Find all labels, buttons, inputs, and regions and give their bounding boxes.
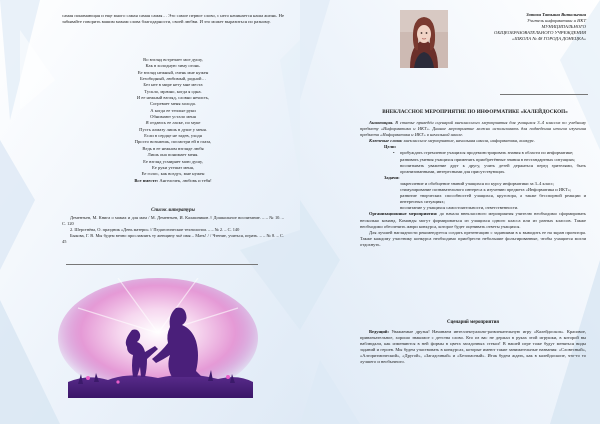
mother-child-illustration <box>58 278 258 398</box>
poem-line: Пусть алмазу лишь в душе у меня. <box>139 126 207 132</box>
task-item: закрепление и обобщение знаний учащихся по курсу информатики за 3–4 класс; <box>400 180 555 186</box>
poem-line: Ведь в ее нежном взгляде любя <box>142 145 204 151</box>
poem-line: Ее взгляд нежный, очень мне нужен <box>137 69 209 75</box>
keywords-label: Ключевые слова: <box>369 138 403 144</box>
poem-line: Безобидный, любимый, родной… <box>139 76 207 82</box>
poem-line: Как в холодную зиму огонь. <box>145 63 201 69</box>
tasks-label: Задачи: <box>384 174 400 180</box>
visual-aids-paragraph: Для лучшей наглядности рекомендуется создать презентацию с заданиями в к выводить ее на экран проектора. Также каждому участнику конкурса необходимо приобрести небольшие фольгированные, чтобы учащиеся могли отдохнуть. <box>360 229 586 247</box>
author-position: Учитель информатики и ИКТ <box>526 18 586 23</box>
scenario-title: Сценарий мероприятия <box>447 320 499 325</box>
scenario-body <box>360 329 586 366</box>
task-item: стимулирование познавательного интереса к изучению предмета «Информатика и ИКТ»; <box>400 187 572 193</box>
goal-item: воспитывать уважение друг к другу, учить детей держаться перед зрителями, быть организованными, интересными для присутствующих. <box>400 162 586 174</box>
author-institution: МУНИЦИПАЛЬНОГО <box>541 24 586 29</box>
poem-line: Просто возьмешь, посмотри ей в глаза, <box>134 139 212 145</box>
poem-line: Согревает меня холода. <box>150 101 196 107</box>
poem-line: А когда ее теплые руки <box>150 107 196 113</box>
poem-line: Обнимают устало меня <box>150 114 196 120</box>
article-body <box>360 120 586 248</box>
poem-line: И ее нежный взгляд, словно нечисть, <box>136 95 210 101</box>
references-list <box>62 215 284 245</box>
poem-line: Ее голос, как воздух, мне нужен <box>141 171 205 177</box>
poem-answer <box>62 178 284 184</box>
host-label: Ведущий: <box>369 329 389 334</box>
poem-line: Тускло, мрачно, когда я одна. <box>144 88 202 94</box>
annotation-paragraph <box>360 120 586 138</box>
author-block <box>456 12 586 42</box>
poem-line: Без нее в мире нету мне места <box>143 82 203 88</box>
host-intro-paragraph <box>360 329 586 366</box>
divider-line <box>66 264 258 265</box>
article-title: ВНЕКЛАССНОЕ МЕРОПРИЯТИЕ ПО ИНФОРМАТИКЕ «КАЛЕЙДОСКОП» <box>382 109 568 115</box>
poem-line: Я отдаюсь ее ласке, по муке <box>145 120 201 126</box>
poem-answer-label: Все вместе: <box>134 177 159 183</box>
references-title: Список литературы <box>151 208 195 213</box>
author-name: Зотова Татьяна Витальевна <box>526 12 586 17</box>
author-photo <box>400 10 448 68</box>
goal-item: • пробуждать стремление учащихся продемонстрировать знания в области по информатике; <box>360 150 586 156</box>
task-item: воспитание у учащихся самостоятельности, ответственности. <box>400 205 519 211</box>
poem-line: Ее руки утешат меня, <box>152 164 194 170</box>
poem-line: Лишь она понимает меня. <box>147 152 199 158</box>
organization-paragraph <box>360 211 586 229</box>
host-intro-text: Уважаемые друзья! Начинаем интеллектуально-развлекательную игру «Калейдоскоп». Красивое, привлекательное, хорошо знакомое с детства слово. Кто из вас не держал в руках этой игрушки, в которой вы наблюдали, как изменяются в ней формы в цвета загадочных стекол! В нашей игре тоже будут меняться виды заданий и героев. Мы будем участвовать в конкурсах, которые имеют такие занимательные названия: «Словесный», «Алгоритмический», «Другой», «Загадочный» и «Безопасный». Итак будем ждать, как в калейдоскопе, что-то то лучшего и необычного. <box>360 329 587 365</box>
organization-text: до начала внеклассного мероприятия учителю необходимо сформировать несколько команд. Команды могут формироваться из учащихся одного класса или из разных классов. Также необходимо обеспечить жюри конкурса, которое будет оценивать ответы учащихся. <box>360 211 586 229</box>
goals-label: Цели: <box>384 144 397 150</box>
intro-paragraph: самая понимающая и еще много самая самая самая… Это самое первое слово, с него начинается наша жизнь. Не забывайте говорить вашим мамам слова благодарности, своей любви. И это может выразиться по разному. <box>62 13 284 25</box>
reference-item: 2. Шерстнёва, О. праздник «День матери» // Педагогические технологии. – – № 2. – С. 140 <box>70 227 240 232</box>
goal-item: развивать умения учащихся применять приобретённые знания в нестандартных ситуациях; <box>400 156 576 162</box>
right-page <box>300 0 600 424</box>
reference-item: Быкова, Г. В. Мы будем вечно прославлять ту женщину чьё имя – Мать! / / Чтение, учиться, играть. – – № 8. – С. 45 <box>62 233 284 244</box>
reference-item: Дементьев, М. Книга о мамах и для мам / М. Дементьев, И. Калашников // Дошкольное воспитание. – – № 10. – С. 120 <box>62 215 284 226</box>
organization-label: Организационные мероприятия: <box>369 211 438 217</box>
divider-line <box>500 94 588 95</box>
poem-line: Если в сердце не задев, уходя <box>144 133 202 139</box>
task-item: развитие творческих способностей учащихся, кругозора, а также бесспорной реакции и интересных ситуациях; <box>400 193 586 205</box>
author-institution: ОБЩЕОБРАЗОВАТЕЛЬНОГО УЧРЕЖДЕНИЯ <box>494 30 586 35</box>
poem-answer-text: Ангелочек, любовь и тебя! <box>159 177 212 183</box>
poem-line: Во взгляд встречает мое душу, <box>143 57 203 62</box>
poem <box>62 57 284 184</box>
annotation-label: Аннотация. <box>369 120 394 125</box>
poem-line: Ее взгляд усмиряет мою душу, <box>143 158 203 164</box>
annotation-text: В статье приведён сценарий внеклассного мероприятия для учащихся 3–4 классов по учебному предмету «Информатика и ИКТ». Данное мероприятие можно использовать для подведения итогов изучения предмета «Информатика и ИКТ» в начальной школе. <box>360 120 586 138</box>
keywords-text: внеклассное мероприятие, начальная школа, информатика, конкурс. <box>403 138 536 144</box>
author-institution: «ШКОЛА № 48 ГОРОДА ДОНЕЦКА» <box>512 36 586 41</box>
